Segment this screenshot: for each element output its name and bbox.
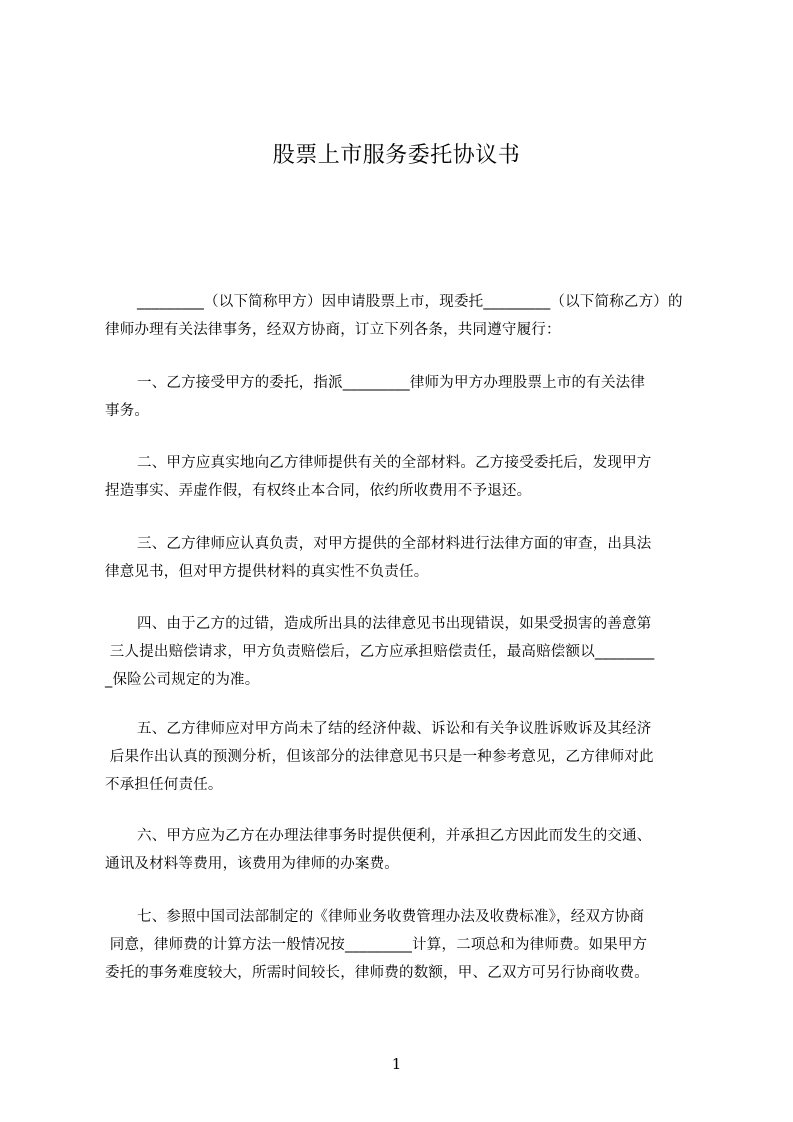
paragraph-line: 三、乙方律师应认真负责，对甲方提供的全部材料进行法律方面的审查，出具法 (137, 536, 652, 552)
paragraph-line: 律意见书，但对甲方提供材料的真实性不负责任。 (105, 564, 429, 580)
paragraph-line: 三人提出赔偿请求，甲方负责赔偿后，乙方应承担赔偿责任，最高赔偿额以________ (105, 644, 655, 660)
paragraph-clause-1 (105, 369, 700, 425)
paragraph-line: 六、甲方应为乙方在办理法律事务时提供便利，并承担乙方因此而发生的交通、 (137, 828, 652, 844)
paragraph-line: 不承担任何责任。 (105, 777, 223, 793)
paragraph-clause-7 (105, 903, 700, 987)
paragraph-line: _________（以下简称甲方）因申请股票上市，现委托_________（以下简称乙方）的 (137, 294, 683, 310)
paragraph-line: 五、乙方律师应对甲方尚未了结的经济仲裁、诉讼和有关争议胜诉败诉及其经济 (137, 721, 652, 737)
paragraph-line: 一、乙方接受甲方的委托，指派_________律师为甲方办理股票上市的有关法律 (137, 375, 646, 391)
paragraph-line: 捏造事实、弄虚作假，有权终止本合同，依约所收费用不予退还。 (105, 483, 532, 499)
paragraph-line: _保险公司规定的为准。 (105, 672, 260, 688)
paragraph-line: 后果作出认真的预测分析，但该部分的法律意见书只是一种参考意见，乙方律师对此 (105, 749, 654, 765)
paragraph-clause-5 (105, 715, 700, 799)
paragraph-clause-3 (105, 530, 700, 586)
paragraph-clause-2 (105, 449, 700, 505)
paragraph-line: 事务。 (105, 403, 150, 419)
paragraph-line: 同意，律师费的计算方法一般情况按_________计算，二项总和为律师费。如果甲方 (105, 937, 648, 953)
paragraph-preamble (105, 288, 700, 344)
paragraph-line: 二、甲方应真实地向乙方律师提供有关的全部材料。乙方接受委托后，发现甲方 (137, 455, 652, 471)
paragraph-clause-6 (105, 822, 700, 878)
page-number: 1 (391, 1055, 402, 1073)
paragraph-line: 委托的事务难度较大，所需时间较长，律师费的数额，甲、乙双方可另行协商收费。 (105, 965, 649, 981)
paragraph-line: 七、参照中国司法部制定的《律师业务收费管理办法及收费标准》，经双方协商 (137, 909, 645, 925)
paragraph-line: 律师办理有关法律事务，经双方协商，订立下列各条，共同遵守履行： (105, 322, 561, 338)
paragraph-line: 四、由于乙方的过错，造成所出具的法律意见书出现错误，如果受损害的善意第 (137, 616, 652, 632)
paragraph-line: 通讯及材料等费用，该费用为律师的办案费。 (105, 856, 399, 872)
paragraph-clause-4 (105, 610, 700, 694)
document-title: 股票上市服务委托协议书 (272, 143, 521, 168)
